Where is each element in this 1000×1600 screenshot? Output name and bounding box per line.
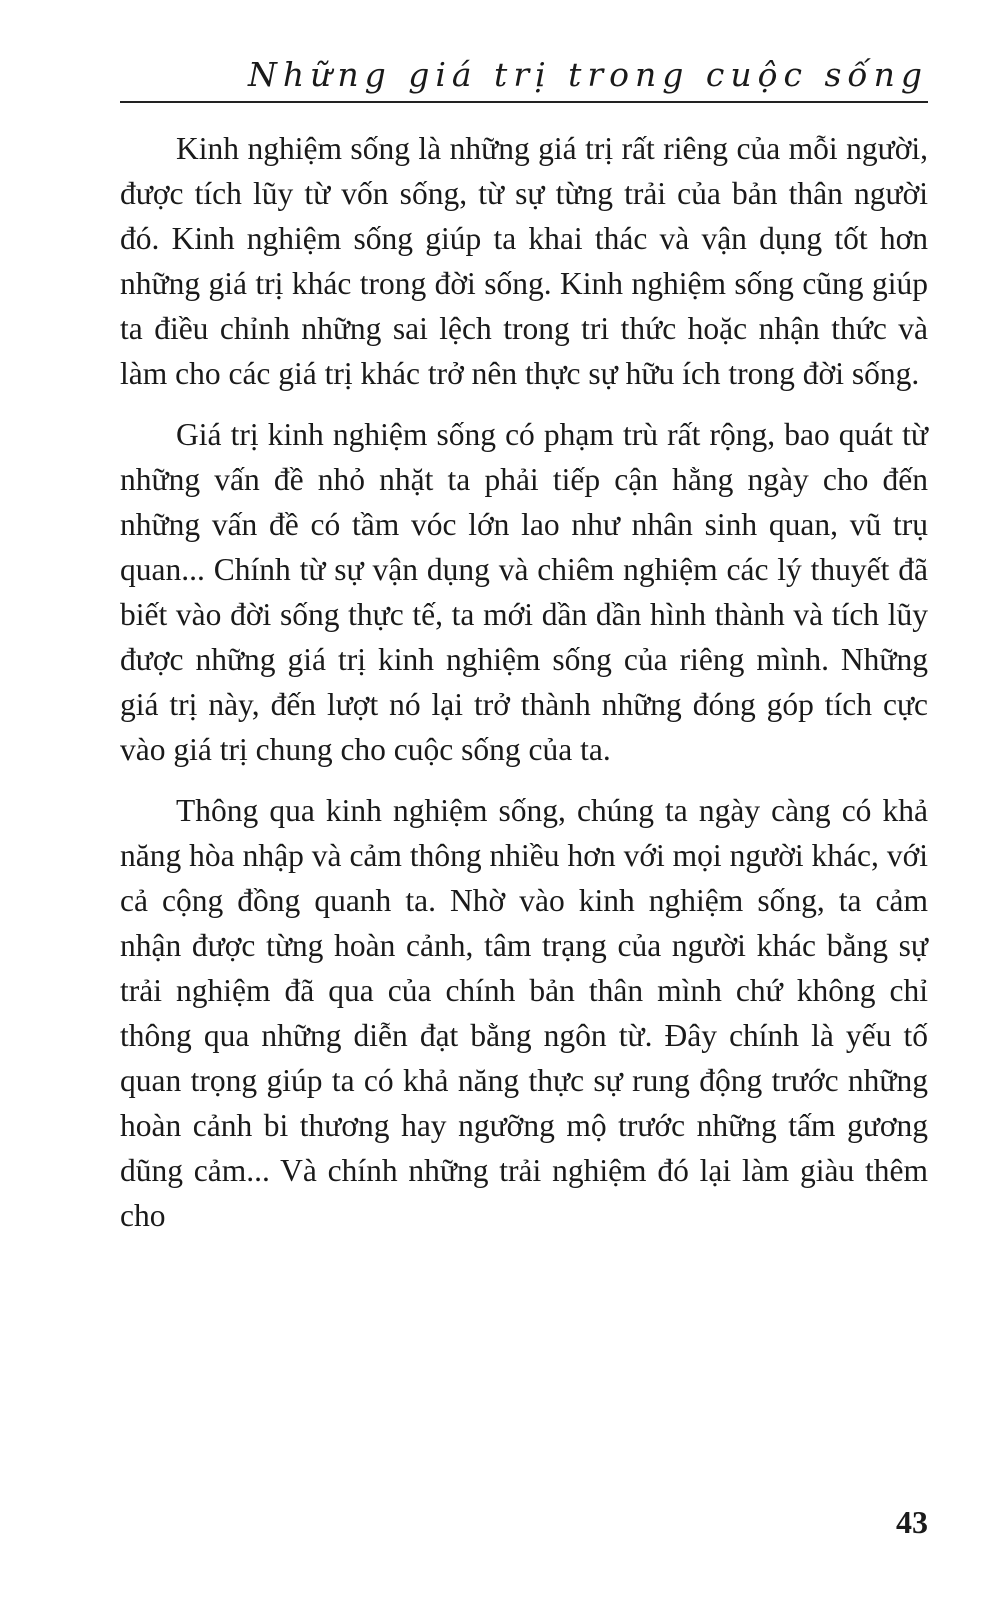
running-header: Những giá trị trong cuộc sống [247, 55, 928, 94]
paragraph-1: Kinh nghiệm sống là những giá trị rất riêng của mỗi người, được tích lũy từ vốn sống, từ sự từng trải của bản thân người đó. Kinh nghiệm sống giúp ta khai thác và vận dụng tốt hơn những giá trị khác trong đời sống. Kinh nghiệm sống cũng giúp ta điều chỉnh những sai lệch trong tri thức hoặc nhận thức và làm cho các giá trị khác trở nên thực sự hữu ích trong đời sống. [120, 131, 928, 391]
page-number: 43 [896, 1504, 928, 1540]
paragraph-3: Thông qua kinh nghiệm sống, chúng ta ngày càng có khả năng hòa nhập và cảm thông nhiều hơn với mọi người khác, với cả cộng đồng quanh ta. Nhờ vào kinh nghiệm sống, ta cảm nhận được từng hoàn cảnh, tâm trạng của người khác bằng sự trải nghiệm đã qua của chính bản thân mình chứ không chỉ thông qua những diễn đạt bằng ngôn từ. Đây chính là yếu tố quan trọng giúp ta có khả năng thực sự rung động trước những hoàn cảnh bi thương hay ngưỡng mộ trước những tấm gương dũng cảm... Và chính những trải nghiệm đó lại làm giàu thêm cho [120, 793, 928, 1233]
paragraph-2: Giá trị kinh nghiệm sống có phạm trù rất rộng, bao quát từ những vấn đề nhỏ nhặt ta phải tiếp cận hằng ngày cho đến những vấn đề có tầm vóc lớn lao như nhân sinh quan, vũ trụ quan... Chính từ sự vận dụng và chiêm nghiệm các lý thuyết đã biết vào đời sống thực tế, ta mới dần dần hình thành và tích lũy được những giá trị kinh nghiệm sống của riêng mình. Những giá trị này, đến lượt nó lại trở thành những đóng góp tích cực vào giá trị chung cho cuộc sống của ta. [120, 417, 928, 767]
body-text [120, 126, 928, 1254]
header-rule [120, 101, 928, 103]
